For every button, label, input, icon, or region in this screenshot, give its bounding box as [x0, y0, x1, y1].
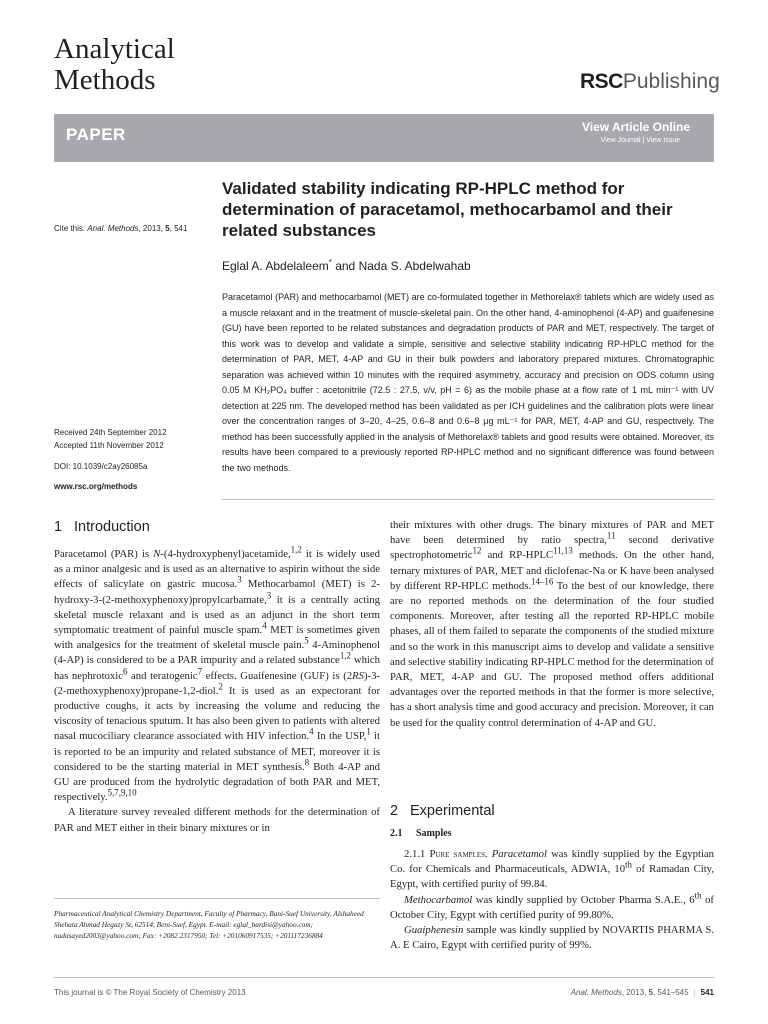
affiliation-footnote: Pharmaceutical Analytical Chemistry Department, Faculty of Pharmacy, Bani-Suef University, Alshaheed Shehata Ahmad Hegazy St, 62514, Beni-Suef, Egypt. E-mail: eglal_bardisi@yahoo.com; nadasayed2003@yahoo.com; Fax: +2082 2317950; Tel: +201060917535; +201117236884 [54, 909, 364, 941]
footnote-divider [54, 898, 380, 899]
subsection-heading-samples [390, 828, 452, 839]
ref-marker: 5,7,9,10 [107, 787, 137, 798]
ref-marker: 1 [366, 726, 371, 737]
ref-marker: 6 [122, 666, 128, 677]
ref-marker: 8 [304, 757, 310, 768]
subsection-number: 2.1 [390, 828, 403, 839]
view-article-online-link[interactable]: View Article Online [581, 120, 690, 134]
section-title: Introduction [74, 519, 150, 535]
ref-marker: 3 [266, 590, 272, 601]
page-number: 541 [700, 988, 714, 997]
section-title: Experimental [410, 803, 495, 819]
samples-paragraph-1: 2.1.1 Pure samples. Paracetamol was kindly supplied by the Egyptian Co. for Chemicals and Pharmaceuticals, ADWIA, 10th of Ramadan City, Egypt, with certified purity of 99.84. [390, 848, 715, 891]
cite-year: , 2013, [138, 224, 166, 233]
publisher-publishing: Publishing [622, 70, 720, 93]
subsubsection-label: Pure samples. [429, 848, 488, 860]
ref-marker: 11,13 [553, 545, 573, 556]
section-number: 1 [54, 519, 63, 535]
footer-journal: Anal. Methods [570, 988, 622, 997]
ref-marker: 14–16 [531, 576, 554, 587]
footer-divider [54, 977, 714, 978]
journal-title [54, 34, 175, 96]
link-separator: | [640, 137, 647, 144]
cite-volume: 5 [165, 224, 170, 233]
article-type-banner [54, 114, 714, 162]
ref-marker: 3 [237, 574, 242, 585]
article-dates [54, 426, 167, 452]
body-column-left [54, 544, 381, 836]
accepted-date: Accepted 11th November 2012 [54, 441, 164, 450]
author-2: Nada S. Abdelwahab [358, 259, 471, 273]
author-list [222, 259, 471, 273]
subsection-title: Samples [416, 828, 452, 839]
journal-issue-links [601, 137, 680, 144]
ref-marker: 2 [218, 681, 223, 692]
journal-title-line2: Methods [54, 64, 156, 96]
ref-marker: 5 [304, 635, 309, 646]
samples-paragraph-2: Methocarbamol was kindly supplied by October Pharma S.A.E., 6th of October City, Egypt with certified purity of 99.80%. [390, 890, 714, 921]
ref-marker: 12 [472, 545, 482, 556]
footer-volume: 5 [648, 988, 653, 997]
section-heading-experimental [390, 803, 495, 819]
publisher-rsc: RSC [580, 70, 623, 93]
doi: DOI: 10.1039/c2ay26085a [54, 462, 148, 471]
abstract-divider [222, 499, 714, 500]
footer-separator: | [693, 988, 696, 997]
copyright-notice: This journal is © The Royal Society of Chemistry 2013 [54, 988, 246, 997]
intro-paragraph-1: Paracetamol (PAR) is N-(4-hydroxyphenyl)acetamide,$^{1,2}$ it is widely used as a minor analgesic and is used as an alternative to aspirin without the side effects of salicylate on gastric mucosa.$^3$ Methocarbamol (MET) is 2-hydroxy-3-(2-methoxyphenoxy)propylcarbamate,$^3$ it is a centrally acting skeletal muscle relaxant and is used as an adjunct in the short term symptomatic treatment of painful muscle spam.$^4$ MET is sometimes given with analgesics for the treatment of skeletal muscle pain.$^5$ 4-Aminophenol (4-AP) is considered to be a PAR impurity and a related substance$^{1,2}$ which has nephrotoxic$^6$ and teratogenic$^7$ effects. Guaifenesine (GUF) is (2RS)-3-(2-methoxyphenoxy)propane-1,2-diol.$^2$ It is used as an expectorant for productive coughs, it acts by increasing the volume and reducing the viscosity of tenacious sputum. It has also been given to patients with altered nasal mucociliary clearance associated with HIV infection.$^4$ In the USP,$^1$ it is reported to be an impurity and related substance of MET, moreover it is considered to be the starting material in MET synthesis.$^8$ Both 4-AP and GU are produced from the hydrolytic degradation of both PAR and MET, respectively.$^{5,7,9,10}$ [54, 544, 381, 804]
samples-paragraph-3: Guaiphenesin sample was kindly supplied by NOVARTIS PHARMA S. A. E Cairo, Egypt with certified purity of 99%. [390, 924, 714, 952]
ref-marker: 1,2 [339, 650, 351, 661]
ref-marker: 4 [309, 726, 314, 737]
ref-marker: 1,2 [290, 544, 302, 555]
corresponding-author-mark: * [328, 258, 332, 267]
cite-page: , 541 [169, 224, 188, 233]
citation-line [54, 224, 187, 233]
cite-journal: Anal. Methods [87, 224, 139, 233]
view-journal-link[interactable]: View Journal [600, 137, 641, 144]
author-conjunction: and [331, 259, 359, 273]
samples-text [390, 847, 714, 953]
journal-title-line1: Analytical [54, 33, 175, 65]
intro-paragraph-2: A literature survey revealed different methods for the determination of PAR and MET either in their binary mixtures or in [54, 806, 380, 834]
footer-pages: , 541–545 [652, 988, 689, 997]
footer-year: , 2013, [621, 988, 649, 997]
section-heading-introduction [54, 519, 150, 535]
intro-paragraph-continued: their mixtures with other drugs. The binary mixtures of PAR and MET have been determined by ratio spectra,$^{11}$ second derivative spectrophotometric$^{12}$ and RP-HPLC$^{11,13}$ methods. On the other hand, ternary mixtures of PAR, MET and diclofenac-Na or K have been analysed by different RP-HPLC methods.$^{14-16}$ To the best of our knowledge, there are no reported methods on the determination of the four studied components. Moreover, after testing all the reported RP-HPLC mobile phases, all of them failed to separate the components of the studied mixture and so the work in this manuscript aims to develop and validate a sensitive and selective stability indicating RP-HPLC method for the determination of PAR, MET, 4-AP and GU. The proposed method offers additional advantages over the reported methods in that the former is more selective, has a short analysis time and good accuracy and precision. Moreover, it can be used for the quality control determination of 4-AP and GU. [390, 519, 715, 729]
section-number: 2 [390, 803, 399, 819]
article-title: Validated stability indicating RP-HPLC method for determination of paracetamol, methocarbamol and their related substances [222, 179, 673, 240]
received-date: Received 24th September 2012 [54, 428, 167, 437]
ref-marker: 4 [262, 620, 267, 631]
ref-marker: 11 [606, 530, 616, 541]
ref-marker: 7 [197, 666, 203, 677]
view-issue-link[interactable]: View Issue [646, 137, 680, 144]
journal-website-link[interactable]: www.rsc.org/methods [54, 482, 138, 491]
body-column-right [390, 518, 714, 731]
subsubsection-number: 2.1.1 [404, 848, 426, 860]
abstract: Paracetamol (PAR) and methocarbamol (MET) are co-formulated together in Methorelax® tablets which are widely used as a muscle relaxant and in the treatment of muscle-skeletal pain. On the other hand, 4-aminophenol (4-AP) and guaifenesine (GU) have been reported to be related substances and degradation products of PAR and MET, respectively. The target of this work was to develop and validate a simple, sensitive and selective stability indicating RP-HPLC method for the determination of PAR, MET, 4-AP and GU in their bulk powders and laboratory prepared mixtures. Chromatographic separation was achieved within 10 minutes with the required asymmetry, accuracy and precision on ODS column using 0.05 M KH₂PO₄ buffer : acetonitrile (72.5 : 27.5, v/v, pH = 6) as the mobile phase at a flow rate of 1 mL min⁻¹ with UV detection at 225 nm. The developed method has been validated as per ICH guidelines and the calibration plots were linear over the concentration ranges of 3–20, 4–25, 0.6–8 and 0.6–8 μg mL⁻¹ for PAR, MET, 4-AP and GU, respectively. The method has been successfully applied in the analysis of Methorelax® tablets and good results were obtained. Moreover, its results have been compared to a previously reported RP-HPLC method and no significant difference was found between the two methods. [222, 292, 714, 473]
article-type-label: PAPER [66, 125, 126, 144]
cite-prefix: Cite this: [54, 224, 88, 233]
footer-citation [571, 988, 714, 997]
author-1: Eglal A. Abdelaleem [222, 259, 329, 273]
publisher-logo [580, 70, 720, 94]
